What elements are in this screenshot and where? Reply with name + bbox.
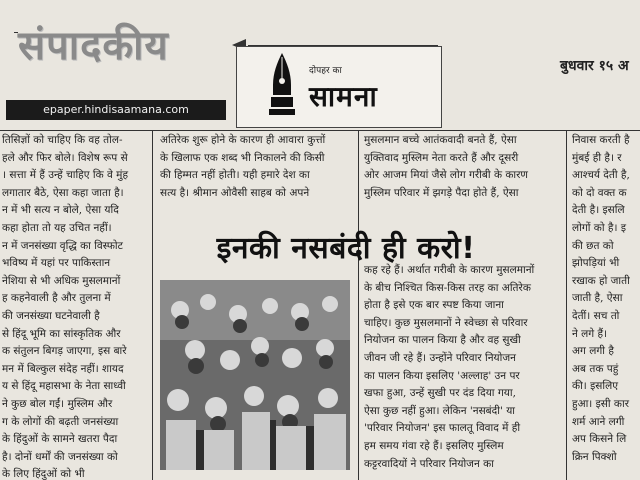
crowd-photo <box>160 280 350 470</box>
text-line: अग लगी है <box>572 345 614 358</box>
article-column-lower-middle <box>364 262 562 480</box>
text-line: के बीच निश्चित किस-किस तरह का अतिरेक <box>364 281 531 294</box>
text-line: शर्म आने लगी <box>572 415 625 428</box>
text-line: मुस्लिम परिवार में झगड़े पैदा होते हैं, ऐसा <box>364 186 519 199</box>
text-line: आश्चर्य देती है, <box>572 169 630 182</box>
text-line: कह रहे हैं। अर्थात गरीबी के कारण मुसलमानों <box>364 264 535 276</box>
text-line: मुसलमान बच्चे आतंकवादी बनते हैं, ऐसा <box>364 134 517 146</box>
text-line: 'परिवार नियोजन' इस फालतू विवाद में ही <box>364 422 521 435</box>
article-column-top-middle <box>160 132 354 204</box>
text-line: ऐसा कुछ नहीं हुआ। लेकिन 'नसबंदी' या <box>364 404 516 417</box>
text-line: को दो वक्त क <box>572 186 627 199</box>
text-line: ह कहनेवाली है और तुलना में <box>2 292 111 305</box>
text-line: न में जनसंख्या वृद्धि का विस्फोट <box>2 239 123 252</box>
text-line: न में भी सत्य न बोले, ऐसा यदि <box>2 204 119 217</box>
text-line: भविष्य में यहां पर पाकिस्तान <box>2 257 111 270</box>
column-rule-3 <box>566 130 567 480</box>
text-line: के खिलाफ एक शब्द भी निकालने की किसी <box>160 151 325 164</box>
text-line: तिसिज्ञों को चाहिए कि वह तोल- <box>2 134 123 146</box>
pen-nib-icon <box>267 51 297 121</box>
article-column-top-right <box>364 132 562 204</box>
text-line: देती है। इसलि <box>572 204 625 217</box>
text-line: झोपड़ियां भी <box>572 257 620 270</box>
text-line: ओर आजम मियां जैसे लोग गरीबी के कारण <box>364 169 529 182</box>
text-line: कट्टरवादियों ने परिवार नियोजन का <box>364 457 494 470</box>
text-line: नियोजन का पालन किया है और वह सुखी <box>364 334 521 347</box>
masthead <box>0 0 640 130</box>
text-line: चाहिए। कुछ मुसलमानों ने स्वेच्छा से परिवार <box>364 316 528 329</box>
crowd-photo-image <box>160 280 350 470</box>
text-line: युक्तिवाद मुस्लिम नेता करते हैं और दूसरी <box>364 151 519 164</box>
title-rule-left <box>14 32 18 33</box>
column-rule-1 <box>152 130 153 480</box>
text-line: खफा हुआ, उन्हें सुखी पर दंड दिया गया, <box>364 387 516 400</box>
text-line: का पालन किया इसलिए 'अल्लाह' उन पर <box>364 369 520 382</box>
text-line: होता है इसे एक बार स्पष्ट किया जाना <box>364 299 504 312</box>
text-line: के हिंदुओं के सामने खतरा पैदा <box>2 433 118 446</box>
text-line: ग के लोगों की बढ़ती जनसंख्या <box>2 415 119 428</box>
text-line: लोगों को है। इ <box>572 221 626 234</box>
section-title: संपादकीय <box>18 23 169 69</box>
text-line: ने कुछ बोल गईं। मुस्लिम और <box>2 397 113 410</box>
text-line: के लिए हिंदुओं को भी <box>2 468 85 480</box>
text-line: अब तक पहुं <box>572 362 619 375</box>
text-line: की छत को <box>572 239 614 252</box>
text-line: जाती है, ऐसा <box>572 292 623 305</box>
text-line: हले और फिर बोले। विशेष रूप से <box>2 151 128 164</box>
brand-logo-box <box>236 46 442 128</box>
text-line: की हिम्मत नहीं होती। यही हमारे देश का <box>160 169 310 182</box>
text-line: निवास करती है <box>572 134 630 146</box>
text-line: हम समय गंवा रहे हैं। इसलिए मुस्लिम <box>364 439 504 452</box>
text-line: अतिरेक शुरू होने के कारण ही आवारा कुत्तों <box>160 134 326 146</box>
article-column-left <box>2 132 148 480</box>
text-line: मन में बिल्कुल संदेह नहीं। शायद <box>2 362 124 375</box>
text-line: से हिंदू भूमि का सांस्कृतिक और <box>2 327 121 340</box>
text-line: ने लगे हैं। <box>572 327 608 340</box>
issue-date: बुधवार १५ अ <box>560 58 629 74</box>
text-line: की। इसलिए <box>572 380 618 393</box>
text-line: कहा होता तो यह उचित नहीं। <box>2 221 112 234</box>
text-line: देतीं। सच तो <box>572 309 620 322</box>
section-title-block <box>6 12 238 92</box>
text-line: नेशिया से भी अधिक मुसलमानों <box>2 274 121 287</box>
text-line: । सत्ता में हैं उन्हें चाहिए कि वे मुंह <box>2 169 129 182</box>
text-line: क संतुलन बिगड़ जाएगा, इस बारे <box>2 345 127 358</box>
text-line: जीवन जी रहे हैं। उन्होंने परिवार नियोजन <box>364 351 516 364</box>
text-line: हुआ। इसी कार <box>572 397 630 410</box>
epaper-url: epaper.hindisaamana.com <box>6 100 226 120</box>
masthead-divider <box>0 130 640 131</box>
text-line: अप किसने लि <box>572 433 627 446</box>
brand-tagline: दोपहर का <box>309 66 342 76</box>
column-rule-2 <box>358 130 359 480</box>
text-line: सत्य है। श्रीमान ओवैसी साहब को अपने <box>160 186 310 199</box>
brand-name: सामना <box>309 80 378 113</box>
text-line: मुंबई ही है। र <box>572 151 622 164</box>
text-line: रखाक हो जाती <box>572 274 630 287</box>
headline: इनकी नसबंदी ही करो! <box>216 231 476 266</box>
text-line: है। दोनों धर्मों की जनसंख्या को <box>2 450 118 463</box>
text-line: य से हिंदू महासभा के नेता साध्वी <box>2 380 126 393</box>
text-line: की जनसंख्या घटनेवाली है <box>2 309 100 322</box>
text-line: लगातार बैठे, ऐसा कहा जाता है। <box>2 186 124 199</box>
article-column-right <box>572 132 640 480</box>
text-line: क्रिन पिक्शो <box>572 450 617 463</box>
